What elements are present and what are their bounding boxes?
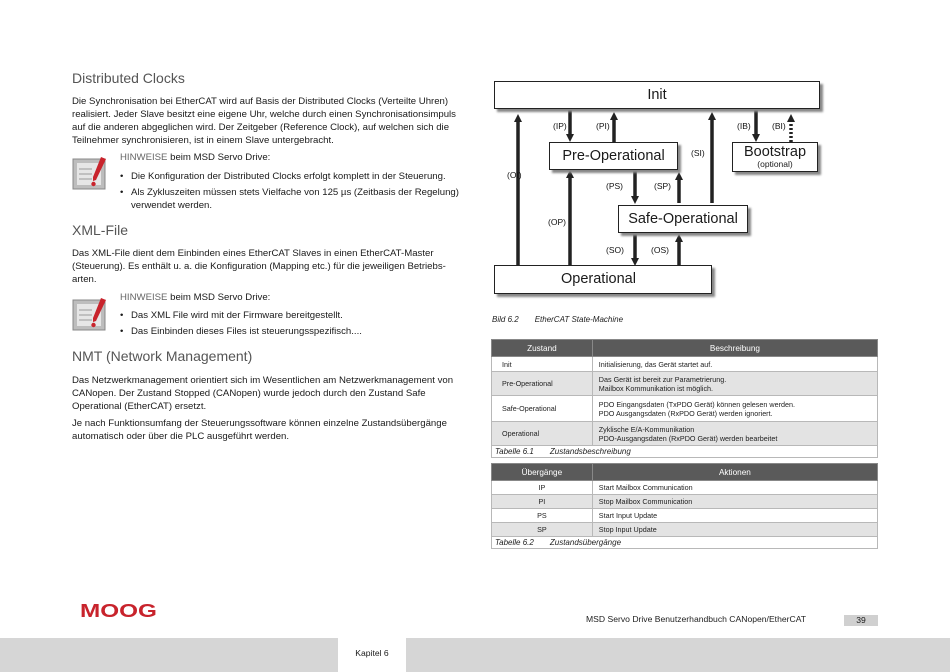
desc-line: PDO Eingangsdaten (TxPDO Gerät) können gelesen werden. (598, 399, 795, 409)
state-preop-label: Pre-Operational (562, 148, 665, 164)
transition-so: (SO) (606, 245, 624, 255)
state-init-label: Init (647, 87, 667, 103)
table-cell-state: Operational (492, 422, 593, 446)
list-item: • Das XML File wird mit der Firmware bereitgestellt. (120, 309, 465, 322)
figure-caption (492, 315, 623, 324)
table-caption-num: Tabelle 6.2 (495, 538, 534, 547)
table-caption-text: Zustandsbeschreibung (549, 447, 631, 456)
transition-ip: (IP) (553, 121, 567, 131)
table-caption (492, 446, 878, 458)
section-title-nmt: NMT (Network Management) (72, 348, 253, 364)
table-header: Beschreibung (592, 340, 877, 357)
transition-pi: (PI) (596, 121, 610, 131)
table-header: Zustand (492, 340, 593, 357)
table-cell-code: IP (492, 481, 593, 495)
desc-line: Initialisierung, das Gerät startet auf. (598, 359, 713, 369)
list-item: • Die Konfiguration der Distributed Clocks erfolgt komplett in der Steuerung. (120, 170, 465, 183)
state-bootstrap (732, 142, 818, 172)
manual-title: MSD Servo Drive Benutzerhandbuch CANopen/EtherCAT (586, 614, 807, 624)
table-caption-num: Tabelle 6.1 (495, 447, 534, 456)
bottom-bar (0, 638, 950, 672)
state-preop (549, 142, 678, 170)
note-text: beim MSD Servo Drive: (167, 152, 271, 163)
table-caption-text: Zustandsübergänge (549, 538, 622, 547)
table-cell-action: Stop Mailbox Communication (592, 495, 877, 509)
table-cell-code: SP (492, 523, 593, 537)
chapter-tab[interactable]: Kapitel 6 (338, 638, 406, 672)
table-row (492, 523, 878, 537)
desc-line: PDO-Ausgangsdaten (RxPDO Gerät) werden bearbeitet (598, 433, 778, 443)
desc-line: Das Gerät ist bereit zur Parametrierung. (598, 374, 727, 384)
table-caption-row (492, 446, 878, 458)
table-cell-action: Stop Input Update (592, 523, 877, 537)
table-row (492, 422, 878, 446)
note-heading-2 (120, 292, 270, 303)
transition-ib: (IB) (737, 121, 751, 131)
transition-op: (OP) (548, 217, 566, 227)
transition-sp: (SP) (654, 181, 671, 191)
table-cell-code: PS (492, 509, 593, 523)
list-item: • Das Einbinden dieses Files ist steuerungsspezifisch.... (120, 325, 465, 338)
table-row (492, 481, 878, 495)
table-cell-desc (592, 372, 877, 396)
desc-line: PDO Ausgangsdaten (RxPDO Gerät) werden ignoriert. (598, 408, 773, 418)
table-row (492, 357, 878, 372)
table-row (492, 495, 878, 509)
state-op-label: Operational (561, 271, 636, 287)
nmt-paragraph-1: Das Netzwerkmanagement orientiert sich im Wesentlichen am Netzwerkmanagement von CANopen. Der Zustand Stopped (CANopen) wurde jedoch durch den Zustand Safe Operational (EtherCAT) ersetzt. (72, 375, 454, 412)
table-cell-state: Pre-Operational (492, 372, 593, 396)
figure-caption-num: Bild 6.2 (492, 315, 519, 324)
transition-ps: (PS) (606, 181, 623, 191)
table-cell-code: PI (492, 495, 593, 509)
note-label: HINWEISE (120, 292, 168, 303)
distributed-clocks-paragraph: Die Synchronisation bei EtherCAT wird auf Basis der Distributed Clocks (Verteilte Uhren) realisiert. Jeder Slave besitzt eine eigene Uhr, welche durch einen Synchronisationsimpuls auf die anderen abgeglichen wird. Der Zeitgeber (Reference Clock), auf welchen sich die Teilnehmer synchronisieren, ist in einem Slave untergebracht. (72, 96, 456, 146)
table-row (492, 372, 878, 396)
table-caption-row (492, 537, 878, 549)
note-pen-icon (72, 296, 110, 332)
state-bootstrap-label: Bootstrap (743, 144, 807, 160)
desc-line: Zyklische E/A-Kommunikation (598, 424, 695, 434)
table-header: Aktionen (592, 464, 877, 481)
note-label: HINWEISE (120, 152, 168, 163)
table-state-description (491, 339, 878, 458)
note-heading-1 (120, 152, 270, 163)
desc-line: Mailbox Kommunikation ist möglich. (598, 383, 714, 393)
state-bootstrap-sub: (optional) (757, 159, 793, 169)
table-cell-desc (592, 396, 877, 422)
table-row (492, 509, 878, 523)
table-transitions (491, 463, 878, 549)
figure-caption-text: EtherCAT State-Machine (534, 315, 624, 324)
table-header: Übergänge (492, 464, 593, 481)
xml-file-paragraph: Das XML-File dient dem Einbinden eines EtherCAT Slaves in einen EtherCAT-Master (Steuerung). Es enthält u. a. die Konfiguration (Mapping etc.) für die jeweiligen Betriebs-arten. (72, 248, 446, 285)
transition-si: (SI) (691, 148, 705, 158)
note-pen-icon (72, 155, 110, 191)
state-init (494, 81, 820, 109)
table-cell-action: Start Input Update (592, 509, 877, 523)
table-cell-desc (592, 422, 877, 446)
section-title-xml-file: XML-File (72, 222, 129, 238)
note-text: beim MSD Servo Drive: (167, 292, 271, 303)
list-item: • Als Zykluszeiten müssen stets Vielfache von 125 µs (Zeitbasis der Regelung) verwendet werden. (120, 186, 465, 212)
state-safeop-label: Safe-Operational (628, 211, 738, 227)
note-list-2 (120, 309, 465, 338)
table-cell-action: Start Mailbox Communication (592, 481, 877, 495)
page-number: 39 (844, 615, 878, 626)
transition-oi: (OI) (507, 170, 522, 180)
table-caption (492, 537, 878, 549)
moog-logo: MOOG (80, 601, 157, 621)
note-list-1 (120, 170, 465, 212)
transition-os: (OS) (651, 245, 669, 255)
nmt-paragraph-2: Je nach Funktionsumfang der Steuerungssoftware können einzelne Zustandsübergänge automatisch oder über die PLC ausgeführt werden. (72, 418, 447, 442)
section-title-distributed-clocks: Distributed Clocks (72, 70, 185, 86)
table-cell-state: Safe-Operational (492, 396, 593, 422)
transition-bi: (BI) (772, 121, 786, 131)
table-cell-state: Init (492, 357, 593, 372)
state-safeop (618, 205, 748, 233)
table-row (492, 396, 878, 422)
table-cell-desc (592, 357, 877, 372)
state-op (494, 265, 712, 294)
